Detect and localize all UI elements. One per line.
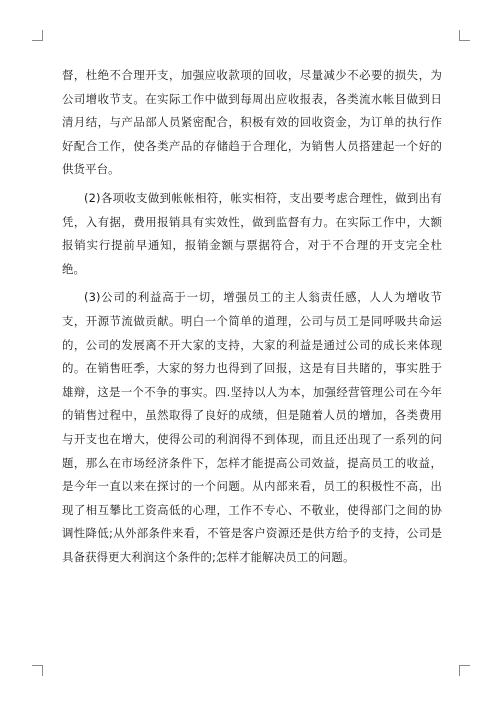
- crop-mark-bottom-left: [32, 665, 43, 676]
- document-body: [62, 64, 442, 574]
- paragraph-item-3: (3)公司的利益高于一切，增强员工的主人翁责任感，人人为增收节支，开源节流做贡献。明白一个简单的道理，公司与员工是同呼吸共命运的，公司的发展离不开大家的支持，大家的利益是通过公司的成长来体现的。在销售旺季，大家的努力也得到了回报，这是有目共睹的，事实胜于雄辩，这是一个不争的事实。四.坚持以人为本，加强经营管理公司在今年的销售过程中，虽然取得了良好的成绩，但是随着人员的增加，各类费用与开支也在增大，使得公司的利润得不到体现，而且还出现了一系列的问题，那么在市场经济条件下，怎样才能提高公司效益，提高员工的收益，是今年一直以来在探讨的一个问题。从内部来看，员工的积极性不高，出现了相互攀比工资高低的心理，工作不专心、不敬业，使得部门之间的协调性降低;从外部条件来看，不管是客户资源还是供方给予的支持，公司是具备获得更大利润这个条件的;怎样才能解决员工的问题。: [62, 290, 442, 564]
- crop-mark-top-left: [32, 30, 43, 41]
- crop-mark-top-right: [459, 30, 470, 41]
- paragraph-continued: 督，杜绝不合理开支，加强应收款项的回收，尽量减少不必要的损失，为公司增收节支。在实际工作中做到每周出应收报表，各类流水帐目做到日清月结，与产品部人员紧密配合，积极有效的回收资金，为订单的执行作好配合工作，使各类产品的存储趋于合理化，为销售人员搭建起一个好的供货平台。: [62, 68, 442, 177]
- crop-mark-bottom-right: [459, 665, 470, 676]
- paragraph-item-2: (2)各项收支做到帐帐相符，帐实相符，支出要考虑合理性，做到出有凭，入有据，费用报销具有实效性，做到监督有力。在实际工作中，大额报销实行提前早通知，报销金额与票据符合，对于不合理的开支完全杜绝。: [62, 190, 442, 276]
